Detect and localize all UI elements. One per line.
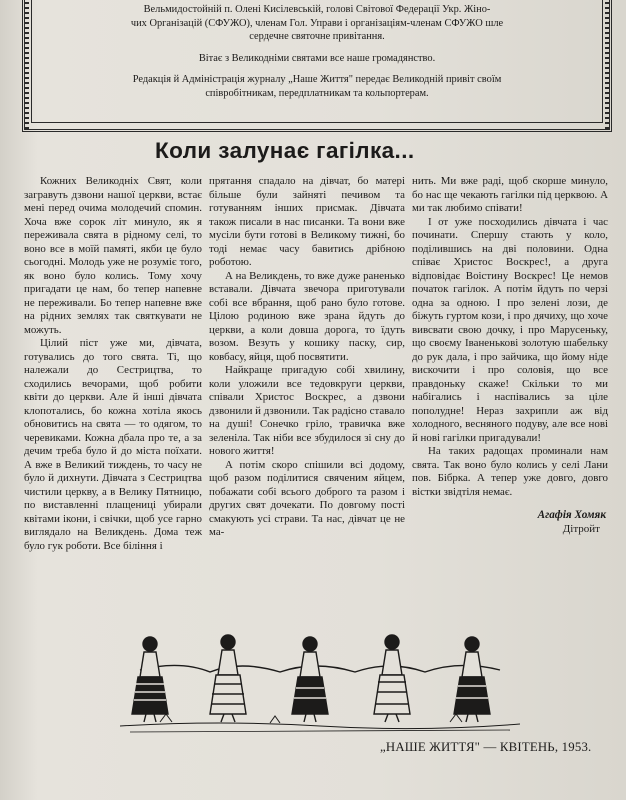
paragraph: А на Великдень, то вже дуже раненько вставали. Дівчата звечора приготували собі все вбрання, щоб рано було готове. Цілою родиною вже зрана йдуть до церкви, а коли довша дорога, то їдуть возом. Везуть у кошику паску, сир, ковбасу, яйця, щоб посвятити. (209, 269, 405, 363)
border-ornament (24, 0, 29, 129)
greeting-line: Редакція й Адміністрація журналу „Наше Життя" передає Великодній привіт своїм (132, 74, 502, 86)
paragraph: Найкраще пригадую собі хвилину, коли уложили все тедовкруги церкви, співали Христос Воскрес, а дзвони дзвонили й дзвонили. Так радісно ставало на душі! Сонечко гріло, травичка вже зеленіла. Так ніби все збудилося зі сну до нового життя! (209, 364, 405, 457)
paragraph: А потім скоро спішили всі додому, щоб разом поділитися свяченим яйцем, побажати собі всього доброго та разом і других свят дочекати. По довгому пості смакують усі страви. Та нас, дівчат це не ма- (209, 458, 405, 538)
paragraph: прятання спадало на дівчат, бо матері більше були зайняті печивом та готуванням інших присмак. Дівчата також писали в нас писанки. Та вони вже мусіли бути готові в Великому тижні, бо тоді немає часу бавитись дрібною роботою. (209, 175, 405, 268)
greeting-line: Вельмидостойній п. Олені Кисілевській, голові Світової Федерації Укр. Жіно- (143, 4, 491, 15)
paragraph: нить. Ми вже раді, щоб скорше минуло, бо нас ще чекають гагілки під церквою. А ми так любимо співати! (412, 175, 608, 214)
border-ornament (605, 0, 610, 129)
greeting-line: співробітникам, передплатникам та кольпортерам. (205, 87, 429, 99)
article-column-3 (412, 175, 608, 536)
greeting-box (22, 0, 612, 132)
greeting-text (31, 0, 603, 123)
greeting-line: чих Організацій (СФУЖО), членам Гол. Управи і організаціям-членам СФУЖО шле (130, 17, 504, 29)
article-column-2 (209, 175, 405, 540)
greeting-line: Вітає з Великодніми святами все наше громадянство. (198, 52, 436, 64)
article-column-1 (24, 175, 202, 553)
author-place: Дітройт (562, 522, 600, 535)
paragraph: І от уже посходились дівчата і час починати. Спершу стають у коло, поділившись на дві половини. Одна співає Христос Воскрес!, а друга відповідає Воістину Воскрес! Це немов початок гагілок. А потім йдуть по черзі одна за одною. І про зелені лози, де біжуть гуртом кози, і про дячиху, що хоче вивсвати свою дочку, і про Марусеньку, що своєму Іваненькові золотую шабельку до рук дала, і про зайчика, що йому ніде вискочити і про соловія, що все правдоньку скаже! Скільки то ми набігались і наспівались за ціле пополудне! Нераз захрипли аж від холодного, весняного подуву, але все нові й нові гагілки пригадували! (412, 215, 608, 444)
greeting-line: сердечне святочне привітання. (249, 31, 385, 43)
paragraph: Кожних Великодніх Свят, коли загравуть дзвони нашої церкви, встає мені перед очима молодечий спомин. Хоча вже сорок літ минуло, як я переживала свята в рідному селі, то воно все в моїй памяті, якби це було сьогодні. Молодь уже не розуміє того, як воно було колись. Тому хочу пригадати це нам, бо тепер напевне не переживали. Бо тепер напевне вже на рідних землях так святкувати не можуть. (24, 175, 202, 336)
page-footer: „НАШЕ ЖИТТЯ" — КВІТЕНЬ, 1953. (380, 740, 592, 754)
article-title: Коли залунає гагілка... (155, 138, 415, 163)
author-name: Агафія Хомяк (537, 509, 606, 521)
dancing-girls-illustration (120, 622, 520, 734)
paragraph: На таких радощах проминали нам свята. Так воно було колись у селі Лани пов. Бібрка. А тепер уже довго, довго вістки звідтіля немає. (412, 445, 608, 498)
paragraph: Цілий піст уже ми, дівчата, готувались до того свята. Ті, що належали до Сестрицтва, то сходились вечорами, щоб робити квіти до церкви. Але й інші дівчата клопотались, бо кожна хотіла якось обновитись на свята — то одягом, то черевиками. Кожна дбала про те, а за дечим треба було й до міста поїхати. А вже в Великий тиждень, то часу не було й дихнути. Дівчата з Сестрицтва чистили церкву, а в Велику Пятницю, по виставленні плащениці убирали квітами ікони, і свічки, щоб усе гарно виглядало на Великдень. Дома теж було гук роботи. Все біління і (24, 337, 202, 552)
